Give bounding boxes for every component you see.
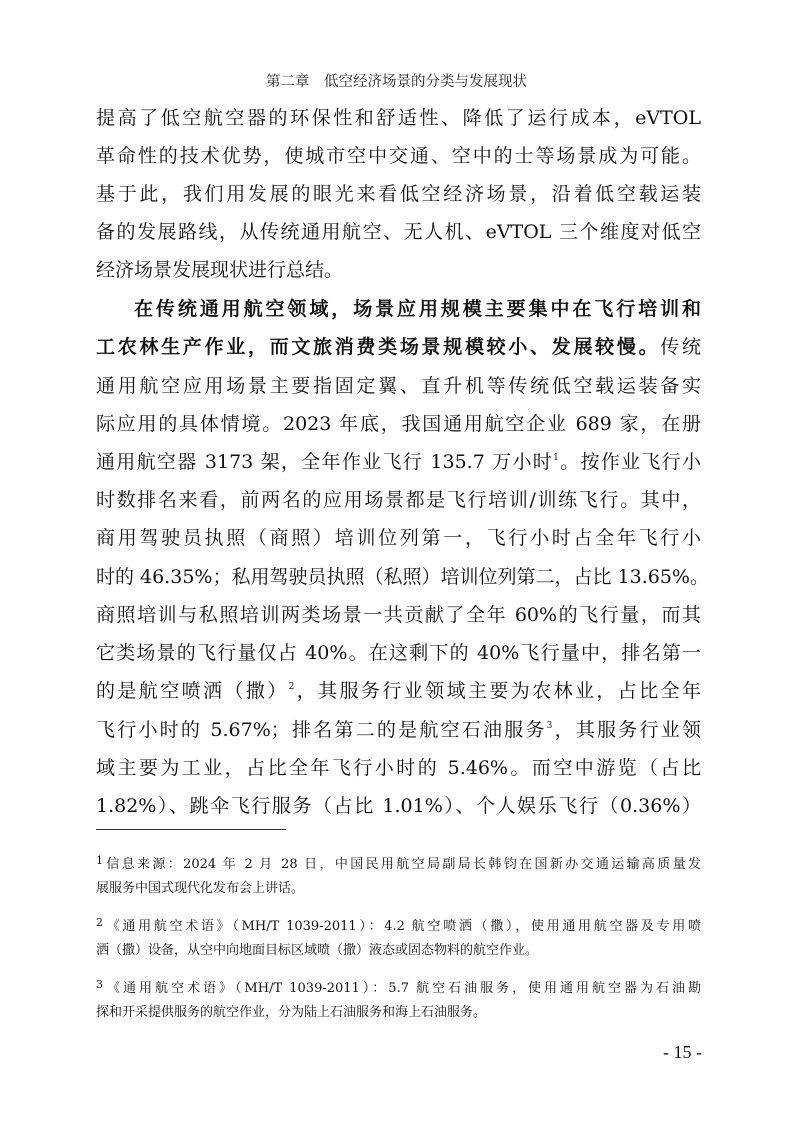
- footnote-number: 3: [96, 978, 103, 991]
- body-text: ，其服务行业领域主要为农林业，占比全年: [294, 680, 701, 702]
- footnote-line: [96, 972, 701, 998]
- footnote-line: [96, 848, 701, 874]
- body-line: 基于此，我们用发展的眼光来看低空经济场景，沿着低空载运装: [96, 183, 701, 205]
- body-line: 革命性的技术优势，使城市空中交通、空中的士等场景成为可能。: [96, 145, 701, 167]
- body-line: 它类场景的飞行量仅占 40%。在这剩下的 40%飞行量中，排名第一: [96, 642, 701, 664]
- footnote-line: 探和开采提供服务的航空作业，分为陆上石油服务和海上石油服务。: [96, 1005, 487, 1020]
- body-text: 通用航空器 3173 架，全年作业飞行 135.7 万小时: [96, 451, 554, 473]
- body-line: [96, 330, 701, 364]
- body-line: 域主要为工业，占比全年飞行小时的 5.46%。而空中游览（占比: [96, 757, 701, 779]
- body-line: 际应用的具体情境。2023 年底，我国通用航空企业 689 家，在册: [96, 413, 701, 435]
- body-line: 商照培训与私照培训两类场景一共贡献了全年 60%的飞行量，而其: [96, 604, 701, 626]
- footnote-text: 《通用航空术语》（MH/T 1039-2011）：5.7 航空石油服务，使用通用航空器为石油勘: [104, 981, 701, 996]
- body-text: ，其服务行业领: [552, 719, 701, 741]
- body-line: 时数排名来看，前两名的应用场景都是飞行培训/训练飞行。其中，: [96, 489, 701, 511]
- body-line: 提高了低空航空器的环保性和舒适性、降低了运行成本，eVTOL: [96, 107, 701, 129]
- footnote-number: 2: [96, 916, 103, 929]
- page-number: - 15 -: [663, 1042, 702, 1062]
- chapter-header: 第二章 低空经济场景的分类与发展现状: [266, 74, 527, 90]
- body-line: [96, 445, 701, 479]
- body-text: 的是航空喷洒（撒）: [96, 680, 289, 702]
- footnote-number: 1: [96, 854, 103, 867]
- footnote-divider: [96, 829, 286, 830]
- footnote-line: 展服务中国式现代化发布会上讲话。: [96, 881, 305, 896]
- footnote-text: 信息来源：2024 年 2 月 28 日，中国民用航空局副局长韩钧在国新办交通运输高质量发: [104, 857, 701, 872]
- body-line: 备的发展路线，从传统通用航空、无人机、eVTOL 三个维度对低空: [96, 221, 701, 243]
- body-line: 时的 46.35%；私用驾驶员执照（私照）培训位列第二，占比 13.65%。: [96, 566, 709, 588]
- footnote-text: 《通用航空术语》（MH/T 1039-2011）：4.2 航空喷洒（撒），使用通用航空器及专用喷: [104, 919, 701, 934]
- footnote-line: [96, 910, 701, 936]
- body-line: [96, 713, 701, 747]
- body-text: 传统: [660, 336, 701, 358]
- body-text: 飞行小时的 5.67%；排名第二的是航空石油服务: [96, 719, 547, 741]
- footnote-line: 洒（撒）设备，从空中向地面目标区域喷（撒）液态或固态物料的航空作业。: [96, 943, 539, 958]
- body-line: 1.82%）、跳伞飞行服务（占比 1.01%）、个人娱乐飞行（0.36%）: [96, 795, 701, 817]
- bold-lead-line: 在传统通用航空领域，场景应用规模主要集中在飞行培训和: [134, 298, 701, 320]
- body-line: 经济场景发展现状进行总结。: [96, 259, 344, 281]
- body-text: 。按作业飞行小: [558, 451, 701, 473]
- body-line: 通用航空应用场景主要指固定翼、直升机等传统低空载运装备实: [96, 375, 701, 397]
- footnote-ref: 2: [288, 682, 295, 692]
- body-line: 商用驾驶员执照（商照）培训位列第一，飞行小时占全年飞行小: [96, 527, 701, 549]
- body-line: [96, 674, 701, 708]
- footnote-ref: 1: [553, 453, 559, 463]
- bold-lead-text: 工农林生产作业，而文旅消费类场景规模较小、发展较慢。: [96, 336, 661, 358]
- footnote-ref: 3: [546, 721, 553, 731]
